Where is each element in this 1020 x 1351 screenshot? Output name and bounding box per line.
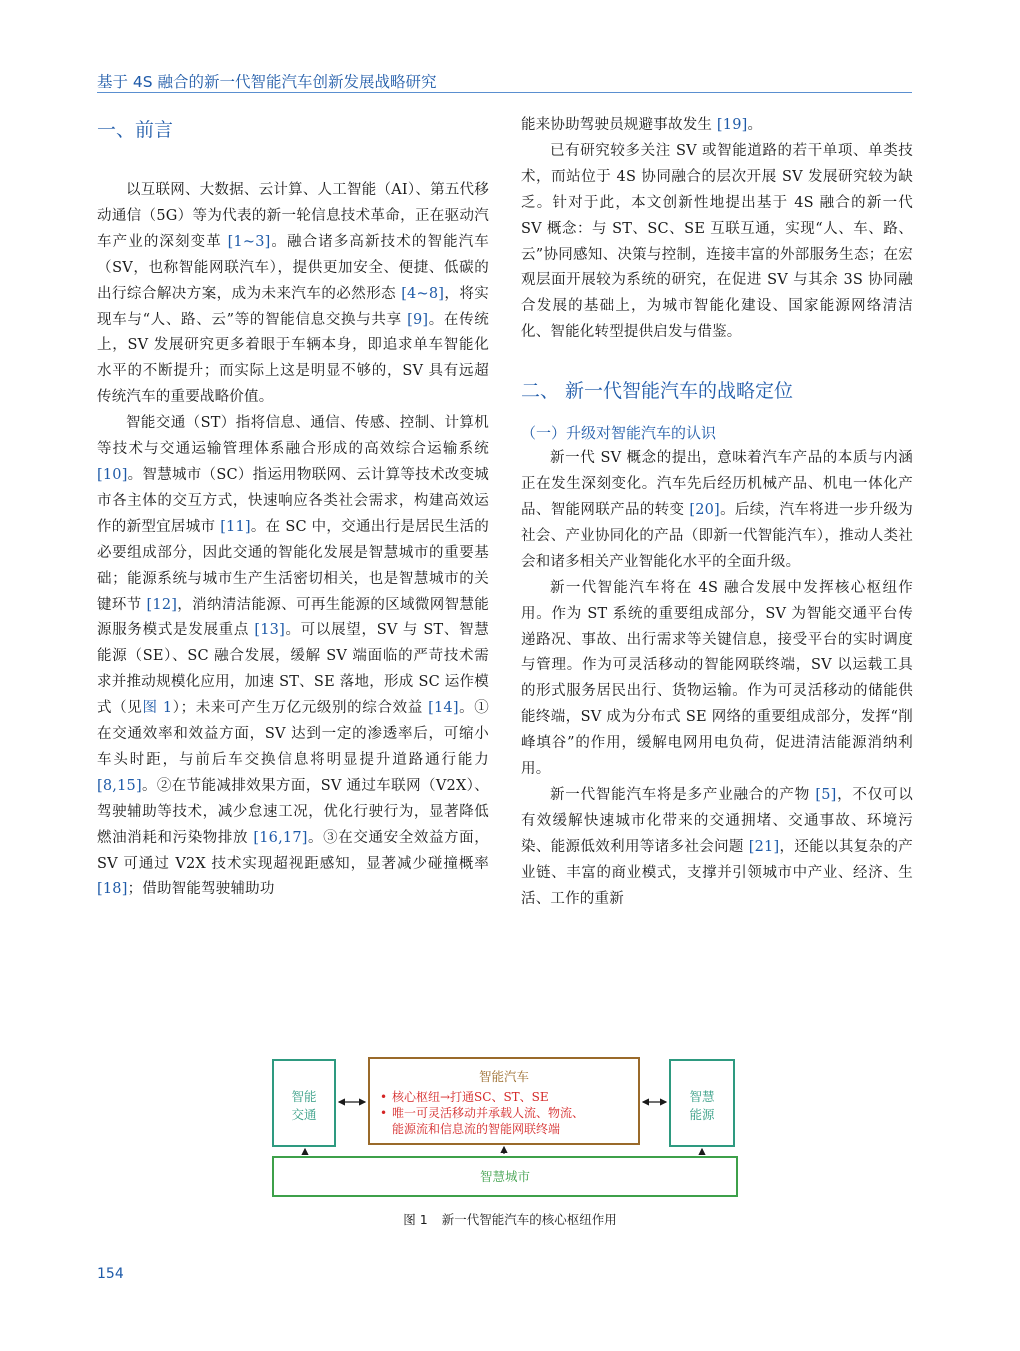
smart-vehicle-list [378,1089,638,1137]
list-item: • 核心枢纽→打通SC、ST、SE [378,1089,638,1105]
paragraph: 能来协助驾驶员规避事故发生 [19]。 [521,117,763,133]
citation[interactable]: [21] [748,838,780,855]
citation[interactable]: [1~3] [227,233,271,250]
citation[interactable]: [20] [689,501,720,518]
citation[interactable]: [4~8] [401,285,445,302]
section-heading-intro: 一、前言 [97,119,174,141]
smart-vehicle-box [368,1057,640,1145]
smart-city-label: 智慧城市 [479,1169,530,1184]
smart-transport-label: 交通 [291,1107,317,1122]
smart-city-box [272,1156,738,1197]
running-header: 基于 4S 融合的新一代智能汽车创新发展战略研究 [97,73,437,91]
figure-caption [0,1210,1020,1228]
smart-energy-label: 智慧 [689,1089,715,1104]
citation[interactable]: [8,15] [97,777,142,794]
paragraph: 智能交通（ST）指将信息、通信、传感、控制、计算机等技术与交通运输管理体系融合形成的高效综合运输系统 [10]。智慧城市（SC）指运用物联网、云计算等技术改变城市各主体的交互方式，快速响应各类社会需求，构建高效运作的新型宜居城市 [11]。在 SC 中，交通出行是居民生活的必要组成部分，因此交通的智能化发展是智慧城市的重要基础；能源系统与城市生产生活密切相关，也是智慧城市的关键环节 [12]，消纳清洁能源、可再生能源的区域微网智慧能源服务模式是发展重点 [13]。可以展望，SV 与 ST、智慧能源（SE）、SC 融合发展，缓解 SV 端面临的严苛技术需求并推动规模化应用，加速 ST、SE 落地，形成 SC 运作模式（见图 1）；未来可产生万亿元级别的综合效益 [14]。①在交通效率和效益方面，SV 达到一定的渗透率后，可缩小车头时距，与前后车交换信息将明显提升道路通行能力 [8,15]。②在节能减排效果方面，SV 通过车联网（V2X）、驾驶辅助等技术，减少怠速工况，优化行驶行为，显著降低燃油消耗和污染物排放 [16,17]。③在交通安全效益方面，SV 可通过 V2X 技术实现超视距感知，显著减少碰撞概率 [18]；借助智能驾驶辅助功 [97,415,490,898]
subsection-heading: （一）升级对智能汽车的认识 [521,424,717,443]
header-rule [97,92,912,93]
paragraph: 新一代智能汽车将是多产业融合的产物 [5]，不仅可以有效缓解快速城市化带来的交通拥堵、交通事故、环境污染、能源低效利用等诸多社会问题 [21]，还能以其复杂的产业链、丰富的商业模式，支撑并引领城市中产业、经济、生活、工作的重新 [521,786,913,907]
figure-caption-number: 图 1 [403,1212,428,1227]
citation[interactable]: [18] [97,881,128,898]
citation[interactable]: [16,17] [253,829,308,846]
smart-transport-box [272,1059,336,1147]
right-column [521,113,913,912]
smart-vehicle-title: 智能汽车 [478,1069,529,1084]
figure-caption-text: 新一代智能汽车的核心枢纽作用 [441,1212,617,1227]
section-heading-strategy: 二、 新一代智能汽车的战略定位 [521,380,794,403]
paragraph: 以互联网、大数据、云计算、人工智能（AI）、第五代移动通信（5G）等为代表的新一轮信息技术革命，正在驱动汽车产业的深刻变革 [1~3]。融合诸多高新技术的智能汽车（SV，也称智能网联汽车），提供更加安全、便捷、低碳的出行综合解决方案，成为未来汽车的必然形态 [4~8]，将实现车与“人、路、云”等的智能信息交换与共享 [9]。在传统上，SV 发展研究更多着眼于车辆本身，即追求单车智能化水平的不断提升；而实际上这是明显不够的，SV 具有远超传统汽车的重要战略价值。 [97,182,489,406]
figure-reference[interactable]: 图 1 [142,700,173,717]
citation[interactable]: [13] [254,622,285,639]
smart-energy-label: 能源 [689,1107,715,1122]
citation[interactable]: [19] [716,117,748,133]
smart-transport-label: 智能 [291,1089,317,1104]
smart-energy-box [669,1059,735,1147]
left-column [97,113,489,903]
citation[interactable]: [5] [815,786,837,803]
citation[interactable]: [9] [407,311,429,328]
page-number: 154 [97,1266,124,1282]
list-item: • 唯一可灵活移动并承载人流、物流、 能源流和信息流的智能网联终端 [378,1105,638,1137]
paragraph: 新一代智能汽车将在 4S 融合发展中发挥核心枢纽作用。作为 ST 系统的重要组成部分，SV 为智能交通平台传递路况、事故、出行需求等关键信息，接受平台的实时调度与管理。作为可灵活移动的智能网联终端，SV 以运载工具的形式服务居民出行、货物运输。作为可灵活移动的储能供能终端，SV 成为分布式 SE 网络的重要组成部分，发挥“削峰填谷”的作用，缓解电网用电负荷，促进清洁能源消纳利用。 [521,579,913,778]
citation[interactable]: [10] [97,466,128,483]
citation[interactable]: [14] [428,700,459,717]
paragraph: 已有研究较多关注 SV 或智能道路的若干单项、单类技术，而站位于 4S 协同融合的层次开展 SV 发展研究较为缺乏。针对于此，本文创新性地提出基于 4S 融合的新一代 SV 概念：与 ST、SC、SE 互联互通，实现“人、车、路、云”协同感知、决策与控制，连接丰富的外部服务生态；在宏观层面开展较为系统的研究，在促进 SV 与其余 3S 协同融合发展的基础上，为城市智能化建设、国家能源网络清洁化、智能化转型提供启发与借鉴。 [521,142,913,341]
citation[interactable]: [12] [146,596,178,613]
figure-1-diagram [272,1057,738,1199]
citation[interactable]: [11] [220,518,251,535]
paragraph: 新一代 SV 概念的提出，意味着汽车产品的本质与内涵正在发生深刻变化。汽车先后经历机械产品、机电一体化产品、智能网联产品的转变 [20]。后续，汽车将进一步升级为社会、产业协同化的产品（即新一代智能汽车），推动人类社会和诸多相关产业智能化水平的全面升级。 [521,450,913,570]
